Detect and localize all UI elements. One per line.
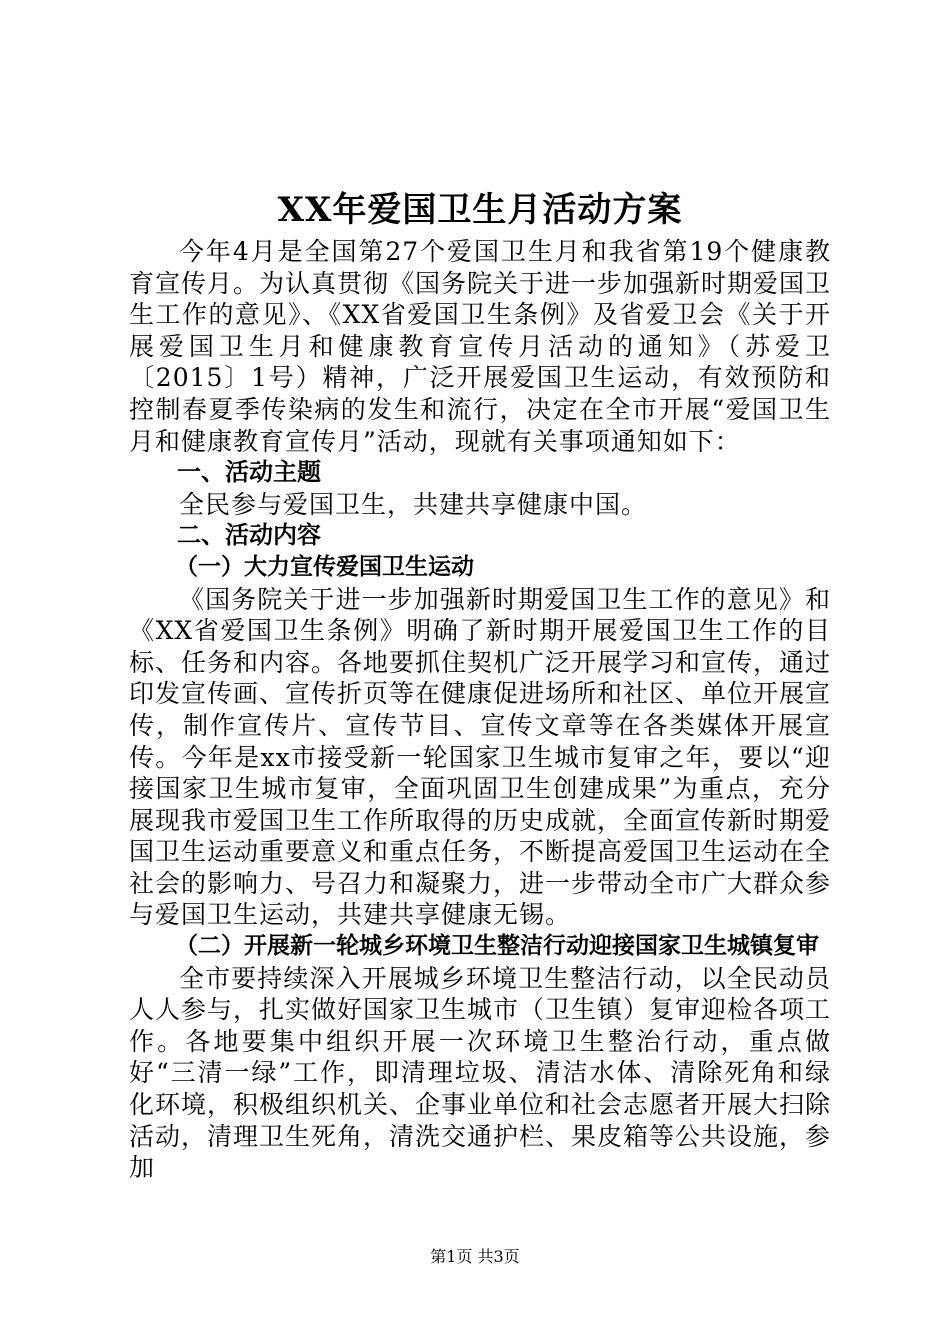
theme-paragraph: 全民参与爱国卫生，共建共享健康中国。 — [179, 489, 648, 519]
document-title: XX年爱国卫生月活动方案 — [277, 190, 683, 230]
section-heading-content: 二、活动内容 — [177, 521, 321, 550]
publicity-paragraph: 《国务院关于进一步加强新时期爱国卫生工作的意见》和《XX省爱国卫生条例》明确了新时期开展爱国卫生工作的目标、任务和内容。各地要抓住契机广泛开展学习和宣传，通过印发宣传画、宣传折页等在健康促进场所和社区、单位开展宣传，制作宣传片、宣传节目、宣传文章等在各类媒体开展宣传。今年是xx市接受新一轮国家卫生城市复审之年，要以“迎接国家卫生城市复审，全面巩固卫生创建成果”为重点，充分展现我市爱国卫生工作所取得的历史成就，全面宣传新时期爱国卫生运动重要意义和重点任务，不断提高爱国卫生运动在全社会的影响力、号召力和凝聚力，进一步带动全市广大群众参与爱国卫生运动，共建共享健康无锡。 — [129, 584, 832, 930]
page-number-footer: 第1页 共3页 — [430, 1247, 520, 1266]
sanitation-paragraph: 全市要持续深入开展城乡环境卫生整洁行动，以全民动员人人参与，扎实做好国家卫生城市（卫生镇）复审迎检各项工作。各地要集中组织开展一次环境卫生整治行动，重点做好“三清一绿”工作，即清理垃圾、清洁水体、清除死角和绿化环境，积极组织机关、企事业单位和社会志愿者开展大扫除活动，清理卫生死角，清洗交通护栏、果皮箱等公共设施，参加 — [129, 963, 832, 1183]
subsection-heading-sanitation: （二）开展新一轮城乡环境卫生整洁行动迎接国家卫生城镇复审 — [175, 933, 819, 960]
document-body — [129, 188, 831, 1184]
section-heading-theme: 一、活动主题 — [177, 458, 321, 487]
subsection-heading-publicity: （一）大力宣传爱国卫生运动 — [175, 553, 474, 580]
intro-paragraph: 今年4月是全国第27个爱国卫生月和我省第19个健康教育宣传月。为认真贯彻《国务院关于进一步加强新时期爱国卫生工作的意见》、《XX省爱国卫生条例》及省爱卫会《关于开展爱国卫生月和健康教育宣传月活动的通知》（苏爱卫〔2015〕1号）精神，广泛开展爱国卫生运动，有效预防和控制春夏季传染病的发生和流行，决定在全市开展“爱国卫生月和健康教育宣传月”活动，现就有关事项通知如下： — [129, 237, 832, 456]
